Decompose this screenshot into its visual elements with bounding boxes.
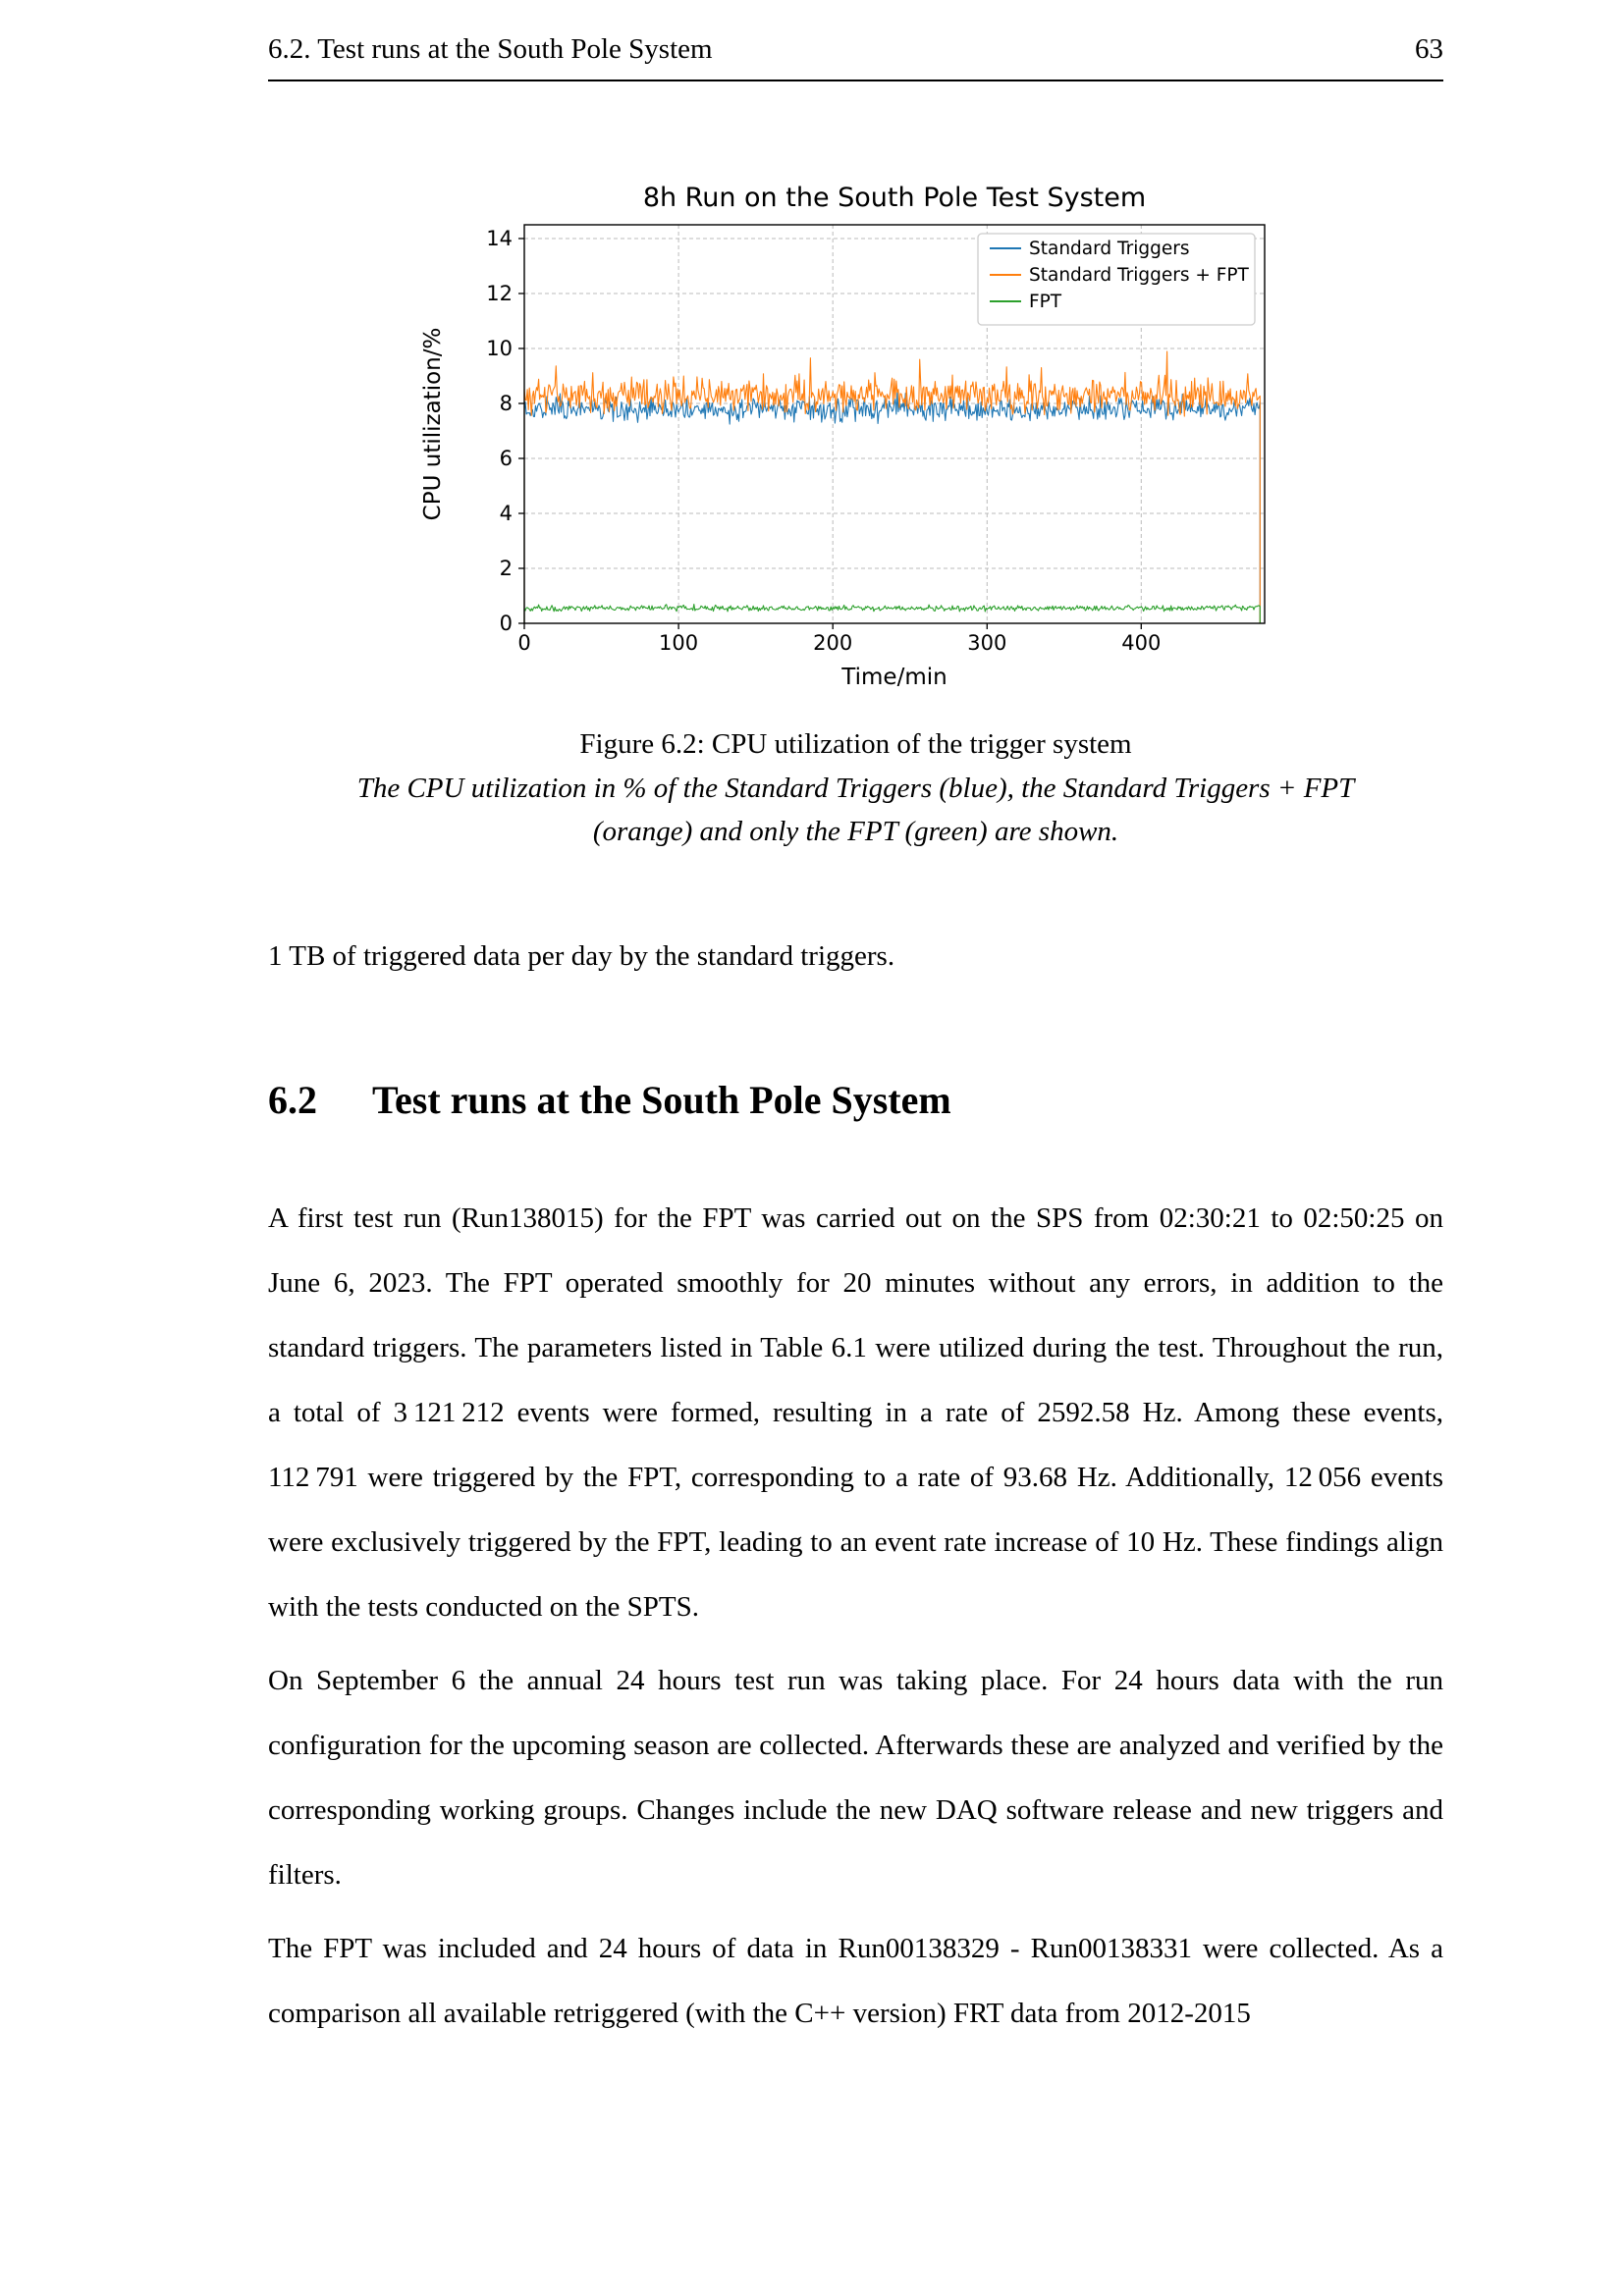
- series-line: [524, 605, 1260, 623]
- y-tick-label: 8: [499, 392, 513, 415]
- x-tick-label: 0: [516, 631, 531, 655]
- body-paragraph: On September 6 the annual 24 hours test run was taking place. For 24 hours data with the run configuration for the upcoming season are collected. Afterwards these are analyzed and verified by the corresponding working groups. Changes include the new DAQ software release and new triggers and filters.: [268, 1665, 1443, 1891]
- figure-caption-title: Figure 6.2: CPU utilization of the trigger system: [579, 728, 1132, 760]
- chart-legend: [978, 234, 1255, 325]
- body-paragraph: The FPT was included and 24 hours of data in Run00138329 - Run00138331 were collected. As a comparison all available retriggered (with the C++ version) FRT data from 2012-2015: [268, 1933, 1443, 2029]
- x-tick-label: 100: [658, 631, 698, 655]
- page-number: 63: [1415, 33, 1443, 65]
- figure-6-2: [268, 180, 1443, 853]
- x-tick-label: 400: [1120, 631, 1161, 655]
- y-tick-label: 6: [499, 447, 513, 470]
- chart-title: 8h Run on the South Pole Test System: [642, 183, 1146, 213]
- series-line: [524, 351, 1260, 623]
- x-tick-label: 200: [812, 631, 852, 655]
- figure-caption-detail: The CPU utilization in % of the Standard Triggers (blue), the Standard Triggers + FPT (orange) and only the FPT (green) are shown.: [356, 773, 1355, 847]
- legend-label: FPT: [1028, 292, 1061, 312]
- section-title: Test runs at the South Pole System: [372, 1078, 951, 1122]
- section-number: 6.2: [268, 1078, 317, 1122]
- y-tick-label: 10: [485, 337, 513, 360]
- y-axis-label: CPU utilization/%: [419, 327, 446, 521]
- y-tick-label: 4: [499, 502, 513, 525]
- y-tick-label: 0: [499, 612, 513, 635]
- chart-series: [524, 351, 1260, 623]
- legend-label: Standard Triggers + FPT: [1028, 265, 1249, 286]
- series-line: [524, 393, 1260, 623]
- y-tick-label: 12: [485, 282, 513, 305]
- y-tick-label: 14: [485, 227, 513, 250]
- running-header-title: 6.2. Test runs at the South Pole System: [268, 33, 713, 65]
- body-paragraph-intro: 1 TB of triggered data per day by the standard triggers.: [268, 940, 895, 972]
- x-tick-label: 300: [966, 631, 1006, 655]
- legend-label: Standard Triggers: [1028, 239, 1189, 259]
- chart-svg: [414, 180, 1298, 700]
- running-header: [268, 0, 1443, 81]
- cpu-utilization-chart: [268, 180, 1443, 705]
- body-paragraph: A first test run (Run138015) for the FPT was carried out on the SPS from 02:30:21 to 02:50:25 on June 6, 2023. The FPT operated smoothly for 20 minutes without any errors, in addition to the standard triggers. The parameters listed in Table 6.1 were utilized during the test. Throughout the run, a total of 3 121 212 events were formed, resulting in a rate of 2592.58 Hz. Among these events, 112 791 were triggered by the FPT, corresponding to a rate of 93.68 Hz. Additionally, 12 056 events were exclusively triggered by the FPT, leading to an event rate increase of 10 Hz. These findings align with the tests conducted on the SPTS.: [268, 1202, 1443, 1623]
- figure-caption: [268, 728, 1443, 853]
- section-heading: [268, 1077, 1443, 1123]
- x-axis-label: Time/min: [840, 665, 947, 690]
- y-tick-label: 2: [499, 557, 513, 580]
